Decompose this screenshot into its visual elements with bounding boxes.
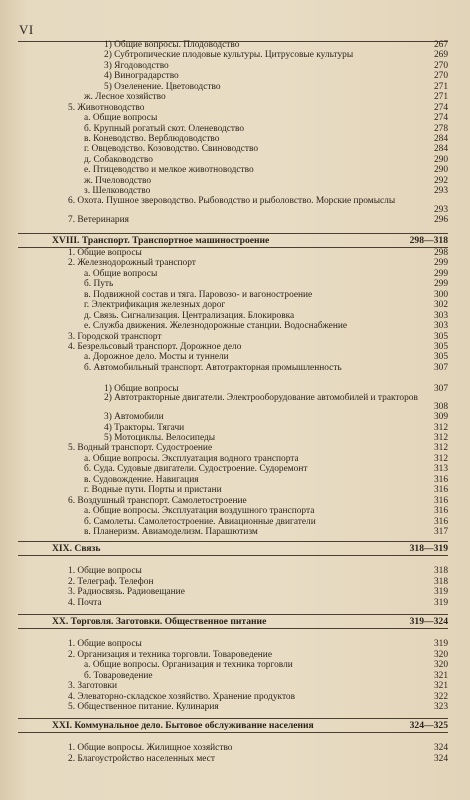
entry-title: а. Дорожное дело. Мосты и туннели <box>84 352 229 363</box>
entry-page: 274 <box>433 113 448 124</box>
entry-page: 274 <box>433 102 448 113</box>
entry-page: 300 <box>433 289 448 300</box>
entry-page: 322 <box>433 691 448 702</box>
toc-entry <box>18 587 448 597</box>
entry-page: 308 <box>433 402 448 413</box>
entry-page: 305 <box>433 331 448 342</box>
toc-entry <box>18 176 448 186</box>
toc-entry <box>18 321 448 331</box>
toc-entry <box>18 113 448 123</box>
entry-page: 309 <box>433 412 448 423</box>
entry-page: 271 <box>433 81 448 92</box>
toc-entry <box>18 279 448 289</box>
entry-title: е. Служба движения. Железнодорожные станции. Водоснабжение <box>84 321 348 332</box>
entry-title: д. Связь. Сигнализация. Централизация. Блокировка <box>84 310 295 321</box>
toc-entry <box>18 692 448 702</box>
toc-entry <box>18 423 448 433</box>
toc-entry <box>18 577 448 587</box>
entry-title: 5. Животноводство <box>68 102 145 113</box>
toc-entry <box>18 629 448 639</box>
entry-title: 5. Общественное питание. Кулинария <box>68 702 219 713</box>
entry-title: 4) Виноградарство <box>104 71 179 82</box>
toc-section <box>18 233 448 537</box>
entry-page: 299 <box>433 258 448 269</box>
entry-page: 318 <box>433 566 448 577</box>
entry-title: 2) Субтропические плодовые культуры. Цитрусовые культуры <box>104 50 354 61</box>
toc-entry <box>18 485 448 495</box>
toc-section <box>18 541 448 608</box>
toc-entry <box>18 660 448 670</box>
toc-entry <box>18 506 448 516</box>
entry-title: 1. Общие вопросы <box>68 566 142 577</box>
toc-section <box>18 614 448 713</box>
entry-title: 3) Автомобили <box>104 412 164 423</box>
toc-entry <box>18 702 448 712</box>
entry-page: 299 <box>433 279 448 290</box>
entry-page: 290 <box>433 154 448 165</box>
toc-entry <box>18 155 448 165</box>
toc-entry <box>18 464 448 474</box>
entry-page: 317 <box>433 526 448 537</box>
toc-entry <box>18 650 448 660</box>
toc-entry <box>18 639 448 649</box>
entry-page: 316 <box>433 495 448 506</box>
toc-entry <box>18 527 448 537</box>
entry-page: 271 <box>433 92 448 103</box>
entry-title: 6. Охота. Пушное звероводство. Рыбоводство и рыболовство. Морские промыслы <box>68 195 396 206</box>
entry-title: 1) Общие вопросы. Плодоводство <box>104 40 240 50</box>
entry-title: 3. Городской транспорт <box>68 331 162 342</box>
entry-title: 3) Ягодоводство <box>104 60 169 71</box>
entry-title: 4. Безрельсовый транспорт. Дорожное дело <box>68 341 242 352</box>
entry-title: б. Самолеты. Самолетостроение. Авиационные двигатели <box>84 516 316 527</box>
entry-title: г. Водные пути. Порты и пристани <box>84 485 222 496</box>
entry-page: 324 <box>433 743 448 754</box>
entry-title: 2. Организация и техника торговли. Товароведение <box>68 649 272 660</box>
toc-section <box>18 40 448 225</box>
toc-entry <box>18 300 448 310</box>
entry-title: 1. Общие вопросы. Жилищное хозяйство <box>68 743 233 754</box>
entry-page: 305 <box>433 352 448 363</box>
entry-page: 299 <box>433 268 448 279</box>
entry-page: 302 <box>433 300 448 311</box>
entry-page: 319—324 <box>409 616 448 627</box>
entry-title: а. Общие вопросы <box>84 113 158 124</box>
entry-title: 2. Телеграф. Телефон <box>68 576 154 587</box>
toc-entry <box>18 332 448 342</box>
toc-section <box>18 718 448 764</box>
entry-title: 5) Мотоциклы. Велосипеды <box>104 433 216 443</box>
toc-entry <box>18 92 448 102</box>
toc-entry <box>18 82 448 92</box>
toc-entry <box>18 342 448 352</box>
entry-page: 284 <box>433 133 448 144</box>
entry-title: д. Собаководство <box>84 154 153 165</box>
entry-page: 312 <box>433 433 448 443</box>
entry-title: а. Общие вопросы. Организация и техника торговли <box>84 660 293 671</box>
entry-title: 7. Ветеринария <box>68 214 129 225</box>
entry-page: 298—318 <box>409 235 448 246</box>
entry-title: 4. Элеваторно-складское хозяйство. Хранение продуктов <box>68 691 296 702</box>
entry-page: 312 <box>433 422 448 433</box>
entry-title: в. Подвижной состав и тяга. Паровозо- и вагоностроение <box>84 289 313 300</box>
toc-entry <box>18 733 448 743</box>
entry-title: б. Суда. Судовые двигатели. Судостроение. Судоремонт <box>84 464 308 475</box>
entry-page: 303 <box>433 310 448 321</box>
entry-page: 292 <box>433 175 448 186</box>
entry-title: г. Овцеводство. Козоводство. Свиноводство <box>84 144 259 155</box>
entry-title: г. Электрификация железных дорог <box>84 300 226 311</box>
toc-entry <box>18 197 448 215</box>
entry-page: 319 <box>433 597 448 608</box>
entry-page: 293 <box>433 204 448 215</box>
entry-title: а. Общие вопросы <box>84 268 158 279</box>
toc-entry <box>18 681 448 691</box>
entry-title: в. Судовождение. Навигация <box>84 474 199 485</box>
toc-entry <box>18 496 448 506</box>
entry-page: 312 <box>433 443 448 454</box>
toc-entry <box>18 454 448 464</box>
toc-entry <box>18 290 448 300</box>
toc-entry <box>18 311 448 321</box>
toc-entry <box>18 373 448 383</box>
entry-title: 1) Общие вопросы <box>104 383 179 394</box>
entry-page: 305 <box>433 341 448 352</box>
entry-page: 316 <box>433 474 448 485</box>
toc-entry <box>18 61 448 71</box>
entry-page: 278 <box>433 123 448 134</box>
entry-title: в. Планеризм. Авиамоделизм. Парашютизм <box>84 526 258 537</box>
entry-title: б. Путь <box>84 279 114 290</box>
entry-page: 318—319 <box>409 543 448 554</box>
toc-entry <box>18 165 448 175</box>
toc-entry <box>18 50 448 60</box>
entry-page: 321 <box>433 681 448 692</box>
toc-entry <box>18 412 448 422</box>
toc-entry <box>18 71 448 81</box>
toc-entry <box>18 103 448 113</box>
entry-title: 1. Общие вопросы <box>68 248 142 258</box>
entry-page: 320 <box>433 660 448 671</box>
entry-title: XXI. Коммунальное дело. Бытовое обслуживание населения <box>52 720 314 731</box>
entry-page: 321 <box>433 670 448 681</box>
entry-title: 4. Почта <box>68 597 102 608</box>
entry-page: 307 <box>433 383 448 394</box>
toc-entry <box>18 248 448 258</box>
entry-title: а. Общие вопросы. Эксплуатация водного транспорта <box>84 453 299 464</box>
entry-page: 323 <box>433 702 448 713</box>
entry-title: XIX. Связь <box>52 543 101 554</box>
toc-entry <box>18 754 448 764</box>
entry-page: 316 <box>433 506 448 517</box>
toc-entry <box>18 566 448 576</box>
entry-title: е. Птицеводство и мелкое животноводство <box>84 165 254 176</box>
entry-page: 269 <box>433 50 448 61</box>
entry-page: 319 <box>433 587 448 598</box>
section-heading <box>18 541 448 556</box>
toc-entry <box>18 124 448 134</box>
entry-page: 296 <box>433 214 448 225</box>
toc-entry <box>18 186 448 196</box>
entry-title: 5) Озеленение. Цветоводство <box>104 81 221 92</box>
entry-title: 3. Радиосвязь. Радиовещание <box>68 587 185 598</box>
entry-page: 270 <box>433 71 448 82</box>
toc-entry <box>18 743 448 753</box>
toc-entry <box>18 134 448 144</box>
entry-title: ж. Пчеловодство <box>84 175 152 186</box>
entry-page: 298 <box>433 248 448 258</box>
entry-title: 5. Водный транспорт. Судостроение <box>68 443 213 454</box>
toc-entry <box>18 394 448 412</box>
entry-title: 2) Автотракторные двигатели. Электрооборудование автомобилей и тракторов <box>104 393 418 404</box>
toc-entry <box>18 671 448 681</box>
entry-title: 2. Благоустройство населенных мест <box>68 753 215 764</box>
entry-title: 2. Железнодорожный транспорт <box>68 258 196 269</box>
entry-title: 4) Тракторы. Тягачи <box>104 422 185 433</box>
entry-title: б. Товароведение <box>84 670 153 681</box>
entry-page: 316 <box>433 485 448 496</box>
entry-page: 324—325 <box>409 720 448 731</box>
entry-title: з. Шелководство <box>84 186 151 197</box>
toc-entry <box>18 475 448 485</box>
entry-page: 293 <box>433 186 448 197</box>
toc-entry <box>18 40 448 50</box>
entry-page: 313 <box>433 464 448 475</box>
entry-title: а. Общие вопросы. Эксплуатация воздушного транспорта <box>84 506 315 517</box>
entry-page: 284 <box>433 144 448 155</box>
entry-title: 6. Воздушный транспорт. Самолетостроение <box>68 495 247 506</box>
toc-entry <box>18 433 448 443</box>
entry-title: XVIII. Транспорт. Транспортное машиностроение <box>52 235 270 246</box>
toc-entry <box>18 598 448 608</box>
entry-title: XX. Торговля. Заготовки. Общественное питание <box>52 616 267 627</box>
entry-page: 303 <box>433 321 448 332</box>
entry-title: 3. Заготовки <box>68 681 118 692</box>
toc-entry <box>18 443 448 453</box>
section-heading <box>18 233 448 248</box>
entry-page: 320 <box>433 649 448 660</box>
section-heading <box>18 718 448 733</box>
toc-entry <box>18 144 448 154</box>
entry-title: 1. Общие вопросы <box>68 639 142 650</box>
entry-title: в. Коневодство. Верблюдоводство <box>84 133 220 144</box>
entry-title: б. Автомобильный транспорт. Автотракторная промышленность <box>84 362 342 373</box>
entry-page: 318 <box>433 576 448 587</box>
toc-entry <box>18 363 448 373</box>
section-heading <box>18 614 448 629</box>
toc-entry <box>18 517 448 527</box>
entry-page: 290 <box>433 165 448 176</box>
toc-entry <box>18 258 448 268</box>
toc-entry <box>18 269 448 279</box>
entry-page: 312 <box>433 453 448 464</box>
toc-entry <box>18 352 448 362</box>
entry-title: ж. Лесное хозяйство <box>84 92 166 103</box>
toc-entry <box>18 556 448 566</box>
entry-page: 267 <box>433 40 448 50</box>
entry-page: 319 <box>433 639 448 650</box>
entry-page: 316 <box>433 516 448 527</box>
entry-page: 324 <box>433 753 448 764</box>
toc-entry <box>18 215 448 225</box>
entry-title: б. Крупный рогатый скот. Оленеводство <box>84 123 245 134</box>
entry-page: 307 <box>433 362 448 373</box>
entry-page: 270 <box>433 60 448 71</box>
page-number: VI <box>19 22 34 37</box>
